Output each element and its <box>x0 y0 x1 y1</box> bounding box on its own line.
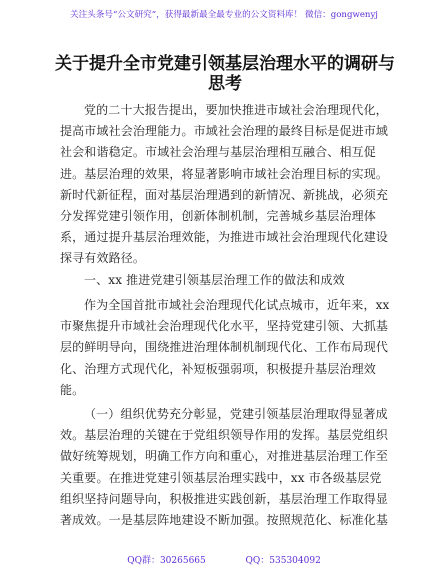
title-line-1: 关于提升全市党建引领基层治理水平的调研与 <box>55 54 395 74</box>
footer-qq: QQ：535304092 <box>245 556 321 566</box>
paragraph-intro: 党的二十大报告提出，要加快推进市域社会治理现代化，提高市域社会治理能力。市域社会治理的最终目标是促进市域社会和谐稳定。市域社会治理与基层治理相互融合、相互促进。基层治理的效果，将显著影响市域社会治理目标的实现。新时代新征程，面对基层治理遇到的新情况、新挑战，必须充分发挥党建引领作用，创新体制机制，完善城乡基层治理体系，通过提升基层治理效能，为推进市域社会治理现代化建设探寻有效路径。 <box>60 103 389 266</box>
footer-qq-group: QQ群：30265665 <box>127 556 206 566</box>
header-banner[interactable]: 关注头条号“公文研究”，获得最新最全最专业的公文资料库！ 微信：gongwenyj <box>70 10 378 20</box>
document-title <box>40 54 410 94</box>
section-heading-1: 一、xx 推进党建引领基层治理工作的做法和成效 <box>84 273 345 287</box>
paragraph-section-1: 作为全国首批市域社会治理现代化试点城市，近年来，xx 市聚焦提升市域社会治理现代化水平，坚持党建引领、大抓基层的鲜明导向，围绕推进治理体制机制现代化、工作布局现代化、治理方式现代化，补短板强弱项，积极提升基层治理效能。 <box>60 298 390 397</box>
title-line-2: 思考 <box>208 74 242 94</box>
footer-contact <box>0 553 448 566</box>
paragraph-subsection-1: （一）组织优势充分彰显，党建引领基层治理取得显著成效。基层治理的关键在于党组织领导作用的发挥。基层党组织做好统筹规划，明确工作方向和重心，对推进基层治理工作至关重要。在推进党建引领基层治理实践中，xx 市各级基层党组织坚持问题导向，积极推进实践创新，基层治理工作取得显著成效。一是基层阵地建设不断加强。按照规范化、标准化基 <box>60 407 389 528</box>
